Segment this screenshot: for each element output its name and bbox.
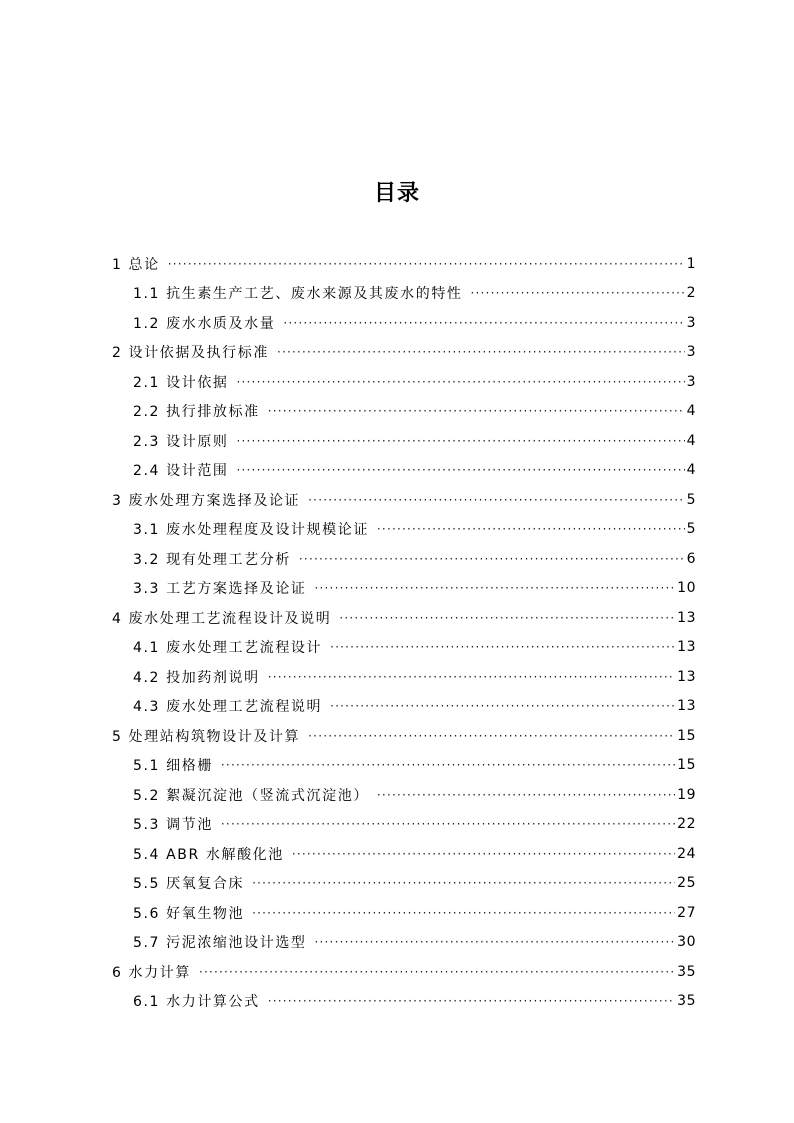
toc-entry-page: 13 [677, 668, 696, 685]
toc-entry-label: 3.3 工艺方案选择及论证 [133, 581, 307, 597]
toc-entry[interactable] [0, 662, 696, 691]
toc-entry-page: 4 [686, 403, 696, 419]
toc-entry-label: 2.2 执行排放标准 [133, 404, 260, 420]
toc-leader-dots [283, 316, 684, 330]
toc-entry[interactable] [0, 367, 696, 396]
toc-entry[interactable] [0, 338, 696, 367]
toc-entry-label: 2.4 设计范围 [133, 463, 229, 479]
toc-entry[interactable] [0, 898, 696, 927]
toc-entry[interactable] [0, 249, 696, 278]
toc-entry[interactable] [0, 397, 696, 426]
toc-leader-dots [199, 965, 675, 979]
toc-entry-label: 5.2 絮凝沉淀池（竖流式沉淀池） [133, 787, 369, 804]
toc-leader-dots [268, 994, 675, 1008]
toc-entry-label: 4.1 废水处理工艺流程设计 [133, 640, 323, 656]
toc-entry-page: 4 [686, 432, 696, 449]
toc-entry-label: 5.3 调节池 [133, 817, 213, 833]
toc-entry-label: 6.1 水力计算公式 [133, 994, 260, 1010]
toc-entry[interactable] [0, 721, 696, 750]
toc-leader-dots [292, 847, 675, 861]
toc-entry-label: 5 处理站构筑物设计及计算 [112, 728, 301, 745]
toc-entry-label: 1 总论 [112, 256, 160, 273]
toc-entry[interactable] [0, 751, 696, 780]
toc-leader-dots [221, 758, 675, 772]
toc-entry[interactable] [0, 485, 696, 514]
toc-leader-dots [308, 729, 675, 743]
toc-entry[interactable] [0, 869, 696, 898]
toc-entry[interactable] [0, 987, 696, 1016]
toc-entry-label: 6 水力计算 [112, 964, 191, 981]
toc-leader-dots [252, 906, 675, 920]
toc-entry[interactable] [0, 308, 696, 337]
toc-entry[interactable] [0, 515, 696, 544]
toc-entry-page: 27 [677, 904, 696, 921]
toc-entry[interactable] [0, 603, 696, 632]
toc-entry[interactable] [0, 544, 696, 573]
toc-leader-dots [268, 670, 675, 684]
toc-entry-page: 5 [686, 491, 696, 508]
toc-entry-page: 35 [677, 963, 696, 980]
toc-entry-page: 19 [677, 786, 696, 803]
toc-entry-label: 5.7 污泥浓缩池设计选型 [133, 935, 307, 951]
toc-entry-page: 3 [686, 373, 696, 390]
toc-entry-page: 10 [677, 580, 696, 596]
toc-entry-label: 1.2 废水水质及水量 [133, 315, 276, 332]
toc-entry[interactable] [0, 426, 696, 455]
toc-entry-label: 3.2 现有处理工艺分析 [133, 551, 291, 568]
toc-entry-page: 22 [677, 816, 696, 832]
toc-leader-dots [377, 522, 685, 536]
toc-entry-label: 5.4 ABR 水解酸化池 [133, 846, 284, 863]
toc-entry-page: 15 [677, 757, 696, 773]
toc-entry-page: 5 [686, 521, 696, 537]
toc-leader-dots [252, 876, 675, 890]
toc-leader-dots [308, 493, 684, 507]
toc-leader-dots [237, 434, 685, 448]
toc-entry-page: 25 [677, 875, 696, 891]
toc-entry-label: 2.1 设计依据 [133, 374, 229, 391]
toc-entry[interactable] [0, 456, 696, 485]
toc-entry-label: 4 废水处理工艺流程设计及说明 [112, 610, 332, 627]
toc-entry[interactable] [0, 839, 696, 868]
toc-entry[interactable] [0, 692, 696, 721]
toc-leader-dots [330, 699, 675, 713]
toc-leader-dots [268, 404, 685, 418]
toc-entry-page: 13 [677, 639, 696, 655]
toc-entry[interactable] [0, 574, 696, 603]
toc-leader-dots [330, 640, 675, 654]
toc-entry-page: 13 [677, 609, 696, 626]
page-title: 目录 [373, 180, 420, 206]
toc-entry-page: 15 [677, 727, 696, 744]
toc-entry[interactable] [0, 928, 696, 957]
toc-entry-label: 5.1 细格栅 [133, 758, 213, 774]
toc-leader-dots [221, 817, 675, 831]
toc-entry-label: 5.5 厌氧复合床 [133, 876, 245, 892]
toc-leader-dots [339, 611, 675, 625]
toc-entry-label: 1.1 抗生素生产工艺、废水来源及其废水的特性 [133, 286, 463, 302]
toc-leader-dots [471, 286, 685, 300]
toc-entry-page: 13 [677, 698, 696, 714]
toc-leader-dots [377, 788, 675, 802]
toc-leader-dots [315, 935, 676, 949]
toc-entry-page: 4 [686, 462, 696, 478]
toc-entry-label: 2 设计依据及执行标准 [112, 345, 269, 361]
toc-leader-dots [237, 463, 685, 477]
toc-leader-dots [277, 345, 685, 359]
toc-entry[interactable] [0, 279, 696, 308]
toc-entry-page: 6 [686, 550, 696, 567]
toc-leader-dots [299, 552, 685, 566]
toc-entry-page: 2 [686, 285, 696, 301]
toc-entry-page: 24 [677, 845, 696, 862]
toc-entry-label: 2.3 设计原则 [133, 433, 229, 450]
toc-entry-page: 1 [686, 255, 696, 272]
toc-entry[interactable] [0, 810, 696, 839]
toc-leader-dots [237, 375, 685, 389]
toc-entry-page: 35 [677, 993, 696, 1009]
toc-entry-page: 3 [686, 314, 696, 331]
toc-entry[interactable] [0, 957, 696, 986]
toc-entry-page: 3 [686, 344, 696, 360]
toc-entry-label: 5.6 好氧生物池 [133, 905, 245, 922]
toc-entry-page: 30 [677, 934, 696, 950]
toc-entry-label: 4.3 废水处理工艺流程说明 [133, 699, 323, 715]
toc-entry[interactable] [0, 633, 696, 662]
toc-entry[interactable] [0, 780, 696, 809]
toc-leader-dots [315, 581, 676, 595]
toc-leader-dots [168, 257, 685, 271]
toc-entry-label: 3.1 废水处理程度及设计规模论证 [133, 522, 369, 538]
toc-entry-label: 4.2 投加药剂说明 [133, 669, 260, 686]
toc-entry-label: 3 废水处理方案选择及论证 [112, 492, 301, 509]
